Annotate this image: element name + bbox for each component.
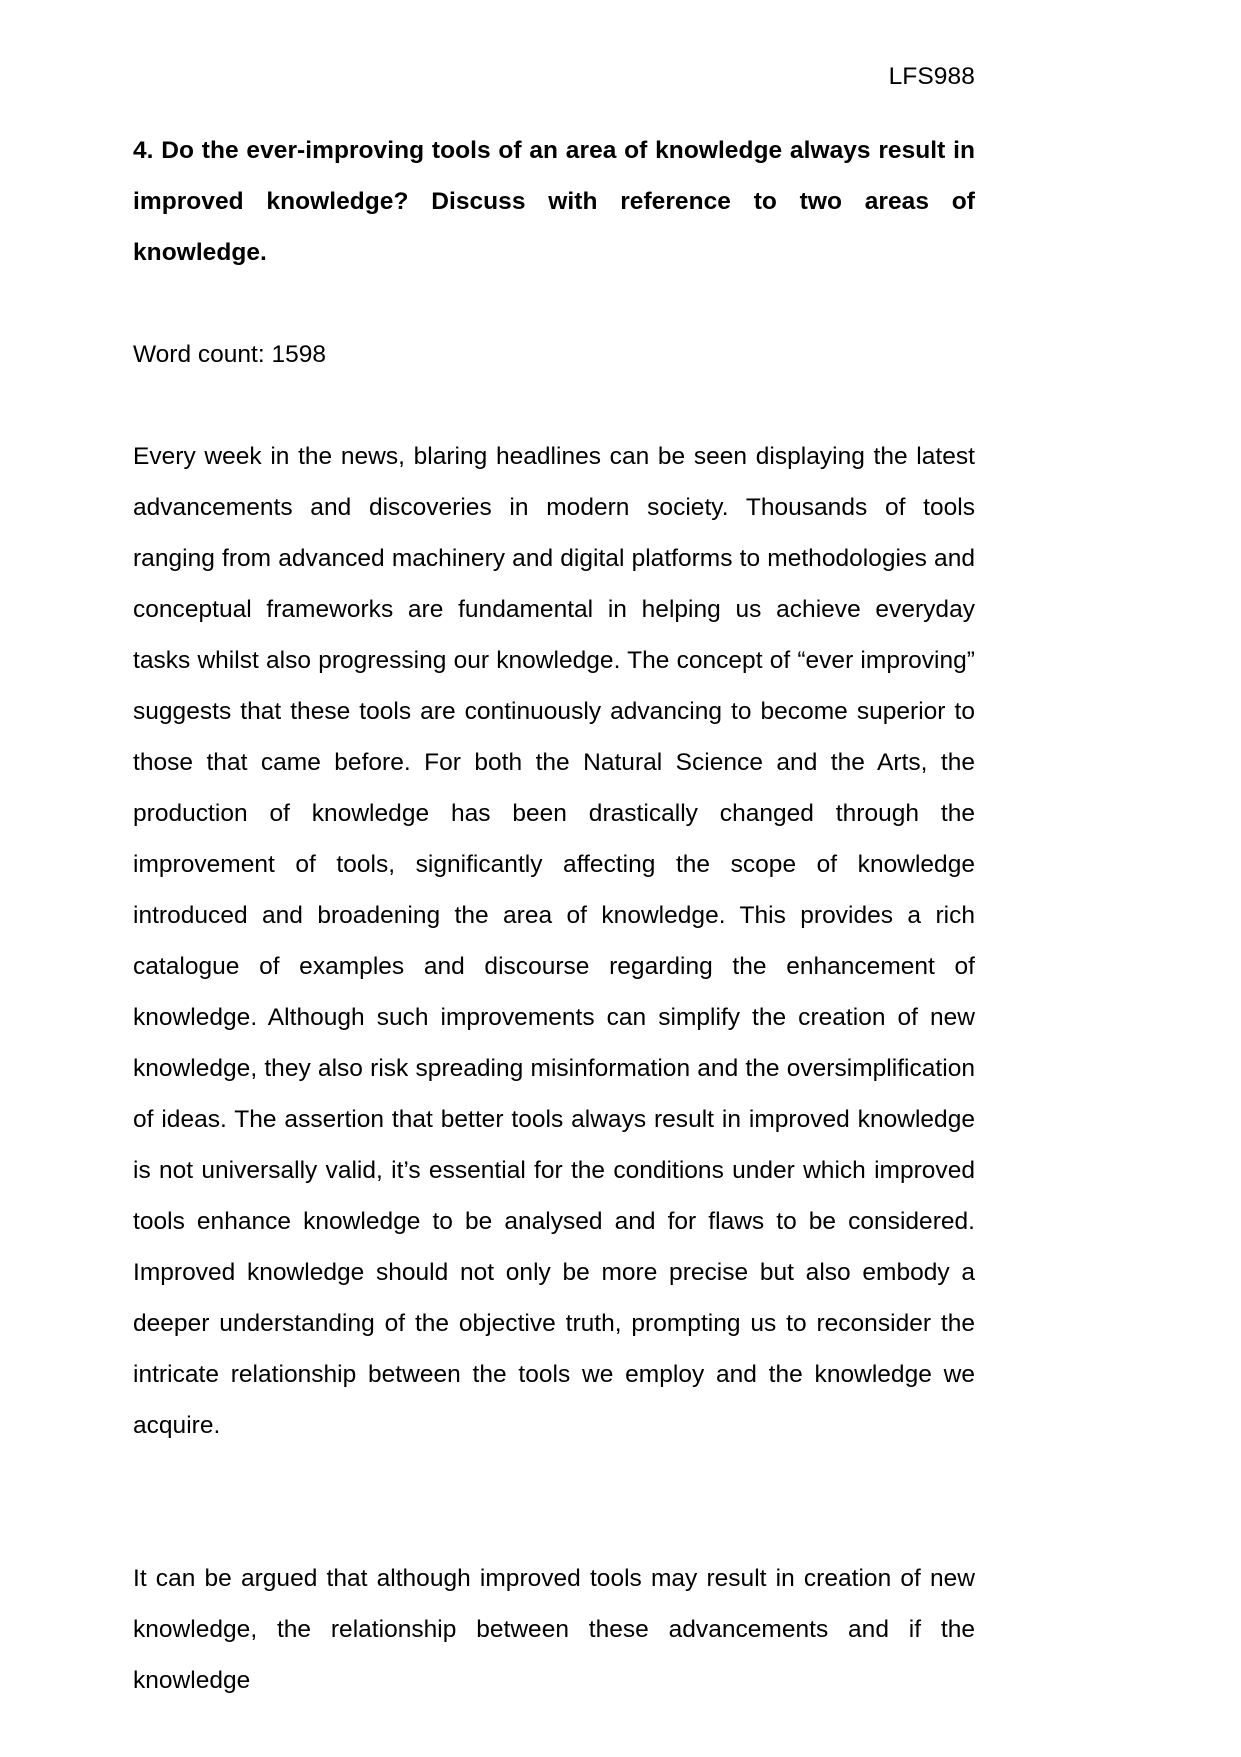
body-paragraph-2: It can be argued that although improved tools may result in creation of new knowledge, the relationship between these advancements and if the knowledge	[133, 1565, 975, 1694]
paragraph-gap	[133, 380, 975, 431]
essay-title: 4. Do the ever-improving tools of an area of knowledge always result in improved knowledge? Discuss with reference to two areas of knowledge.	[133, 137, 975, 266]
body-paragraph-1: Every week in the news, blaring headlines can be seen displaying the latest advancements and discoveries in modern society. Thousands of tools ranging from advanced machinery and digital platforms to methodologies and conceptual frameworks are fundamental in helping us achieve everyday tasks whilst also progressing our knowledge. The concept of “ever improving” suggests that these tools are continuously advancing to become superior to those that came before. For both the Natural Science and the Arts, the production of knowledge has been drastically changed through the improvement of tools, significantly affecting the scope of knowledge introduced and broadening the area of knowledge. This provides a rich catalogue of examples and discourse regarding the enhancement of knowledge. Although such improvements can simplify the creation of new knowledge, they also risk spreading misinformation and the oversimplification of ideas. The assertion that better tools always result in improved knowledge is not universally valid, it’s essential for the conditions under which improved tools enhance knowledge to be analysed and for flaws to be considered. Improved knowledge should not only be more precise but also embody a deeper understanding of the objective truth, prompting us to reconsider the intricate relationship between the tools we employ and the knowledge we acquire.	[133, 443, 975, 1439]
word-count-line: Word count: 1598	[133, 341, 326, 368]
paragraph-gap	[133, 1502, 975, 1553]
document-body	[133, 125, 975, 1757]
page-header-code: LFS988	[888, 63, 975, 90]
